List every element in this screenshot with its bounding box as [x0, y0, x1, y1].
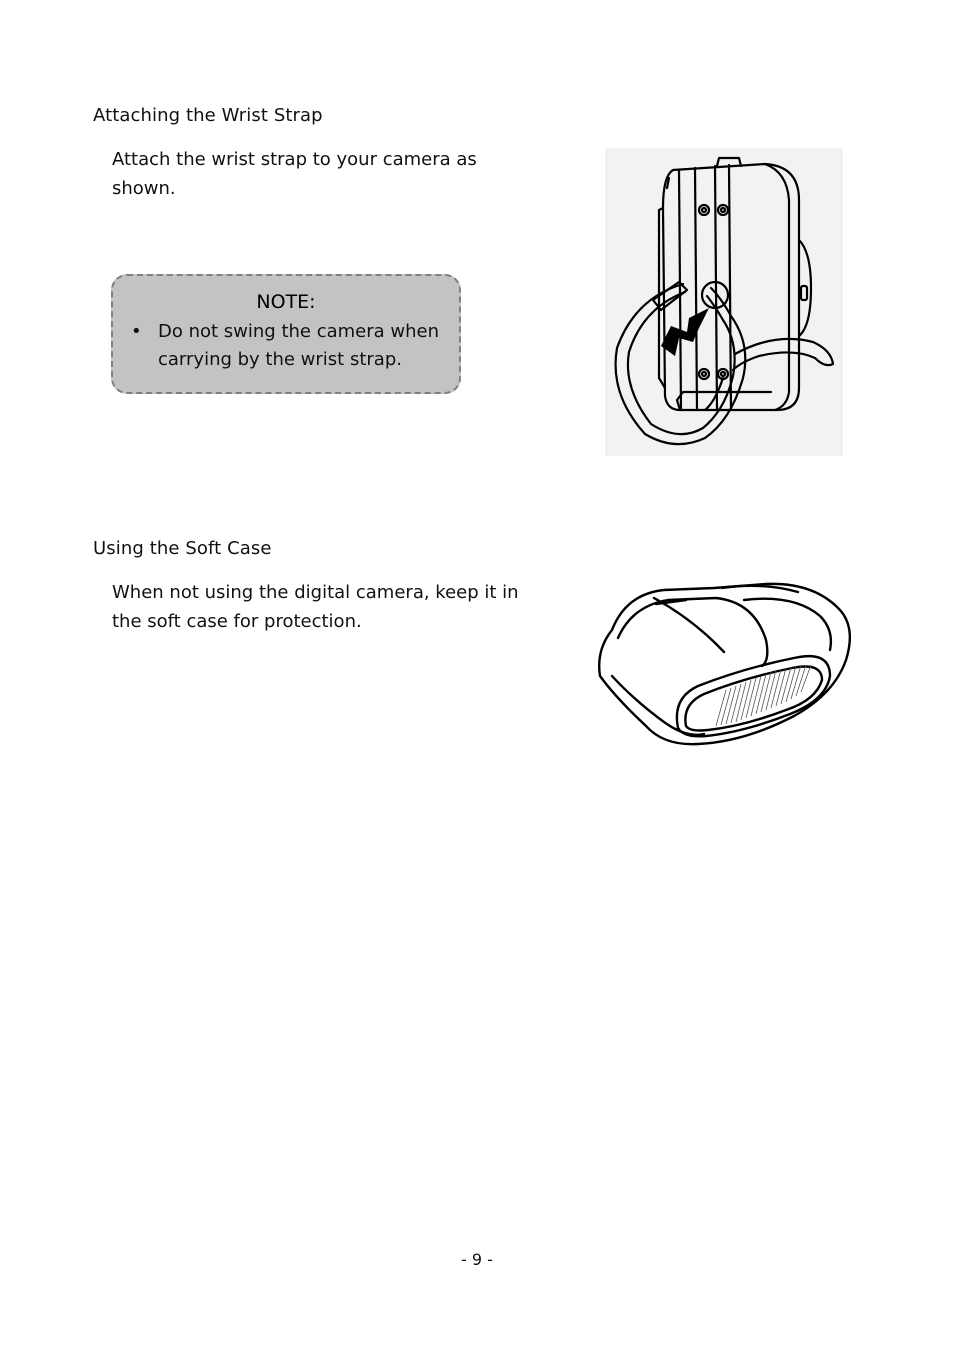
- note-item-line1: Do not swing the camera when: [158, 321, 440, 342]
- soft-case-icon: [594, 580, 856, 748]
- note-item-line2: carrying by the wrist strap.: [158, 349, 402, 370]
- camera-wrist-strap-icon: [605, 148, 843, 456]
- soft-case-text-line1: When not using the digital camera, keep it in: [112, 582, 519, 603]
- section-heading-soft-case: Using the Soft Case: [93, 538, 272, 559]
- page-number: - 9 -: [461, 1250, 493, 1269]
- wrist-strap-text: [112, 145, 477, 203]
- soft-case-text-line2: the soft case for protection.: [112, 611, 362, 632]
- note-box: [111, 274, 461, 394]
- note-item: [131, 318, 458, 374]
- note-list: [131, 318, 458, 374]
- soft-case-text: [112, 578, 519, 636]
- note-title: NOTE:: [256, 291, 316, 313]
- wrist-strap-text-line2: shown.: [112, 178, 176, 199]
- section-heading-wrist-strap: Attaching the Wrist Strap: [93, 105, 323, 126]
- wrist-strap-text-line1: Attach the wrist strap to your camera as: [112, 149, 477, 170]
- bullet-icon: •: [131, 321, 142, 342]
